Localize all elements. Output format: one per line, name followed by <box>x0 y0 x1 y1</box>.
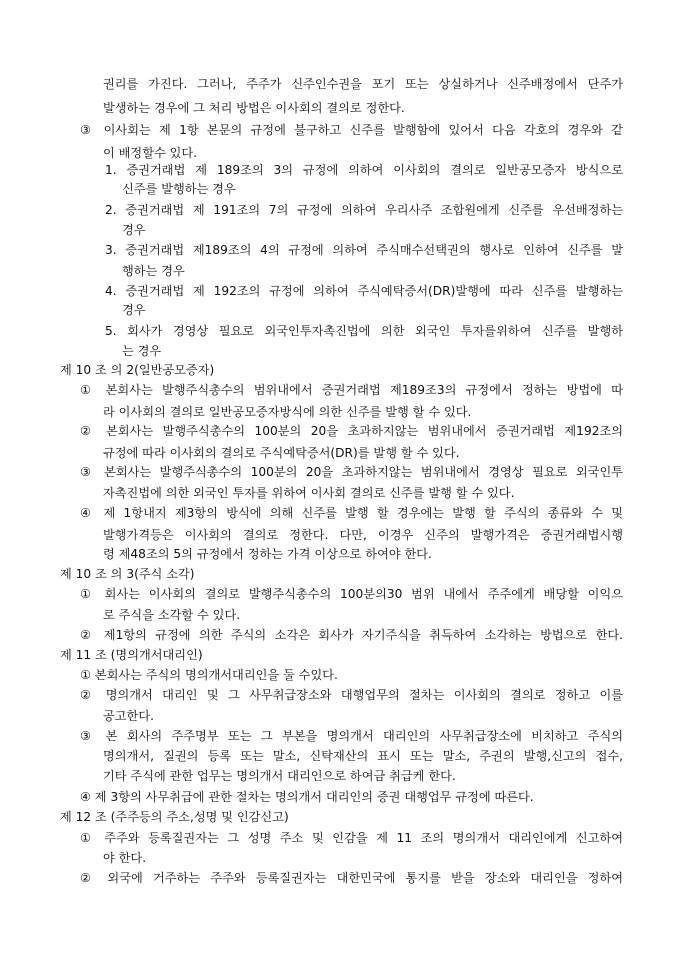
text-line: ① 본회사는 발행주식총수의 범위내에서 증권거래법 제189조3의 규정에서 정하는 방법에 따 <box>80 383 623 397</box>
text-line: 공고한다. <box>103 709 154 723</box>
text-line: 4. 증권거래법 제 192조의 규정에 의하여 주식예탁증서(DR)발행에 따라 신주를 발행하는 <box>105 284 623 298</box>
text-line: 이 배정할수 있다. <box>103 146 198 160</box>
text-line: 라 이사회의 결의로 일반공모증자방식에 의한 신주를 발행 할 수 있다. <box>103 405 472 419</box>
text-line: ③ 이사회는 제 1항 본문의 규정에 불구하고 신주를 발행함에 있어서 다음 각호의 경우와 같 <box>80 123 623 137</box>
text-line: 발행가격등은 이사회의 결의로 정한다. 다만, 이경우 신주의 발행가격은 증권거래법시행 <box>103 528 623 542</box>
text-line: 로 주식을 소각할 수 있다. <box>103 608 241 622</box>
article-heading: 제 10 조 의 2(일반공모증자) <box>60 363 215 377</box>
article-heading: 제 10 조 의 3(주식 소각) <box>60 567 195 581</box>
text-line: 자촉진법에 의한 외국인 투자를 위하여 이사회 결의로 신주를 발행 할 수 있다. <box>103 486 515 500</box>
text-line: 기타 주식에 관한 업무는 명의개서 대리인으로 하여금 취급케 한다. <box>103 769 456 783</box>
text-line: 야 한다. <box>103 851 147 865</box>
text-line: ② 제1항의 규정에 의한 주식의 소각은 회사가 자기주식을 취득하여 소각하는 방법으로 한다. <box>80 628 623 642</box>
text-line: 권리를 가진다. 그러나, 주주가 신주인수권을 포기 또는 상실하거나 신주배정에서 단주가 <box>103 77 623 91</box>
article-heading: 제 12 조 (주주등의 주소,성명 및 인감신고) <box>60 810 289 824</box>
text-line: 규정에 따라 이사회의 결의로 주식예탁증서(DR)를 발행 할 수 있다. <box>103 446 460 460</box>
text-line: ④ 제 1항내지 제3항의 방식에 의해 신주를 발행 할 경우에는 발행 할 주식의 종류와 수 및 <box>80 506 623 520</box>
text-line: 행하는 경우 <box>122 264 185 278</box>
text-line: 는 경우 <box>122 344 162 358</box>
text-line: 발생하는 경우에 그 처리 방법은 이사회의 결의로 정한다. <box>103 101 405 115</box>
text-line: 5. 회사가 경영상 필요로 외국인투자촉진법에 의한 외국인 투자를위하여 신주를 발행하 <box>105 324 623 338</box>
text-line: ① 본회사는 주식의 명의개서대리인을 둘 수있다. <box>80 668 338 682</box>
text-line: 3. 증권거래법 제189조의 4의 규정에 의하여 주식매수선택권의 행사로 인하여 신주를 발 <box>105 243 623 257</box>
text-line: ② 명의개서 대리인 및 그 사무취급장소와 대행업무의 절차는 이사회의 결의로 정하고 이를 <box>80 688 623 702</box>
text-line: 신주를 발행하는 경우 <box>122 182 236 196</box>
text-line: ① 주주와 등록질권자는 그 성명 주소 및 인감을 제 11 조의 명의개서 대리인에게 신고하여 <box>80 831 623 845</box>
text-line: 2. 증권거래법 제 191조의 7의 규정에 의하여 우리사주 조합원에게 신주를 우선배정하는 <box>105 203 623 217</box>
text-line: ③ 본회사는 발행주식총수의 100분의 20을 초과하지않는 범위내에서 경영상 필요로 외국인투 <box>80 465 623 479</box>
text-line: ① 회사는 이사회의 결의로 발행주식총수의 100분의30 범위 내에서 주주에게 배당할 이익으 <box>80 587 623 601</box>
text-line: ③ 본 회사의 주주명부 또는 그 부본을 명의개서 대리인의 사무취급장소에 비치하고 주식의 <box>80 729 623 743</box>
text-line: 명의개서, 질권의 등록 또는 말소, 신탁재산의 표시 또는 말소, 주권의 발행,신고의 접수, <box>103 749 623 763</box>
text-line: 경우 <box>122 223 146 237</box>
text-line: ④ 제 3항의 사무취급에 관한 절차는 명의개서 대리인의 증권 대행업무 규정에 따른다. <box>80 790 534 804</box>
text-line: ② 본회사는 발행주식총수의 100분의 20을 초과하지않는 범위내에서 증권거래법 제192조의 <box>80 424 623 438</box>
text-line: 경우 <box>122 303 146 317</box>
article-heading: 제 11 조 (명의개서대리인) <box>60 648 203 662</box>
text-line: 1. 증권거래법 제 189조의 3의 규정에 의하여 이사회의 결의로 일반공모증자 방식으로 <box>105 163 623 177</box>
text-line: 령 제48조의 5의 규정에서 정하는 가격 이상으로 하여야 한다. <box>103 547 432 561</box>
text-line: ② 외국에 거주하는 주주와 등록질권자는 대한민국에 통지를 받을 장소와 대리인을 정하여 <box>80 871 623 885</box>
